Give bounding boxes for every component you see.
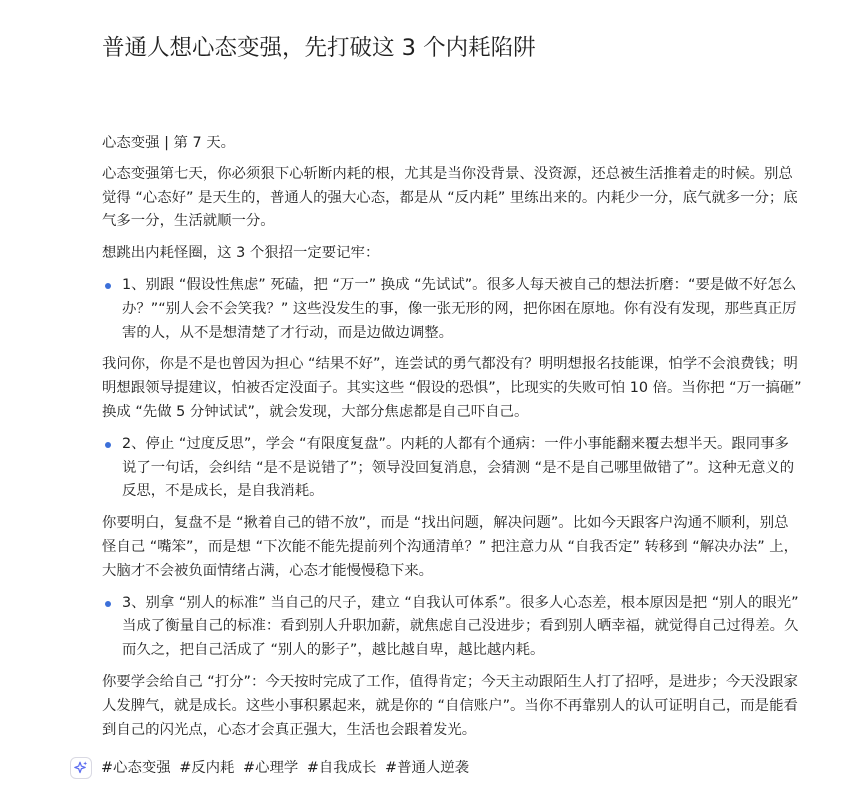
lead-in-paragraph: 想跳出内耗怪圈，这 3 个狠招一定要记牢： <box>102 245 380 262</box>
bullet-dot <box>105 283 111 289</box>
hashtag[interactable]: #反内耗 <box>179 760 235 776</box>
article-title: 普通人想心态变强，先打破这 3 个内耗陷阱 <box>102 35 536 61</box>
tags-row <box>70 754 469 782</box>
intro-paragraph: 心态变强第七天，你必须狠下心斩断内耗的根，尤其是当你没背景、没资源，还总被生活推着走的时候。别总觉得 “心态好” 是天生的，普通人的强大心态，都是从 “反内耗” 里练出来的。内耗少一分，底气就多一分；底气多一分，生活就顺一分。 <box>102 165 798 230</box>
hashtag[interactable]: #心态变强 <box>101 760 171 776</box>
tip-text: 2、停止 “过度反思”，学会 “有限度复盘”。内耗的人都有个通病：一件小事能翻来覆去想半天。跟同事多说了一句话，会纠结 “是不是说错了”；领导没回复消息，会猜测 “是不是自己哪里做错了”。这种无意义的反思，不是成长，是自我消耗。 <box>122 435 795 500</box>
hashtag[interactable]: #普通人逆袭 <box>385 760 470 776</box>
tip-item-3 <box>102 592 802 663</box>
bullet-dot <box>105 601 111 607</box>
series-header: 心态变强 | 第 7 天。 <box>102 135 236 151</box>
hashtag[interactable]: #心理学 <box>243 760 299 776</box>
tip-explanation-2: 你要明白，复盘不是 “揪着自己的错不放”，而是 “找出问题，解决问题”。比如今天跟客户沟通不顺利，别总怪自己 “嘴笨”，而是想 “下次能不能先提前列个沟通清单？” 把注意力从 “自我否定” 转移到 “解决办法” 上，大脑才不会被负面情绪占满，心态才能慢慢稳下来。 <box>102 515 799 579</box>
tip-explanation-1: 我问你，你是不是也曾因为担心 “结果不好”，连尝试的勇气都没有？明明想报名技能课，怕学不会浪费钱；明明想跟领导提建议，怕被否定没面子。其实这些 “假设的恐惧”，比现实的失败可怕 10 倍。当你把 “万一搞砸” 换成 “先做 5 分钟试试”，就会发现，大部分焦虑都是自己吓自己。 <box>102 356 802 420</box>
tip-text: 1、别跟 “假设性焦虑” 死磕，把 “万一” 换成 “先试试”。很多人每天被自己的想法折磨：“要是做不好怎么办？”“别人会不会笑我？” 这些没发生的事，像一张无形的网，把你困在原地。你有没有发现，那些真正厉害的人，从不是想清楚了才行动，而是边做边调整。 <box>122 276 797 341</box>
sparkle-icon <box>73 760 89 776</box>
hashtag[interactable]: #自我成长 <box>306 760 377 776</box>
article-body <box>102 132 802 750</box>
tag-list <box>101 757 469 779</box>
ai-assist-button[interactable] <box>70 757 92 779</box>
bullet-dot <box>105 442 111 448</box>
tip-item-1 <box>102 274 802 345</box>
tip-text: 3、别拿 “别人的标准” 当自己的尺子，建立 “自我认可体系”。很多人心态差，根本原因是把 “别人的眼光” 当成了衡量自己的标准：看到别人升职加薪，就焦虑自己没进步；看到别人晒幸福，就觉得自己过得差。久而久之，把自己活成了 “别人的影子”，越比越自卑，越比越内耗。 <box>122 594 799 659</box>
tip-explanation-3: 你要学会给自己 “打分”：今天按时完成了工作，值得肯定；今天主动跟陌生人打了招呼，是进步；今天没跟家人发脾气，就是成长。这些小事积累起来，就是你的 “自信账户”。当你不再靠别人的认可证明自己，而是能看到自己的闪光点，心态才会真正强大，生活也会跟着发光。 <box>102 673 798 738</box>
tip-item-2 <box>102 433 802 504</box>
